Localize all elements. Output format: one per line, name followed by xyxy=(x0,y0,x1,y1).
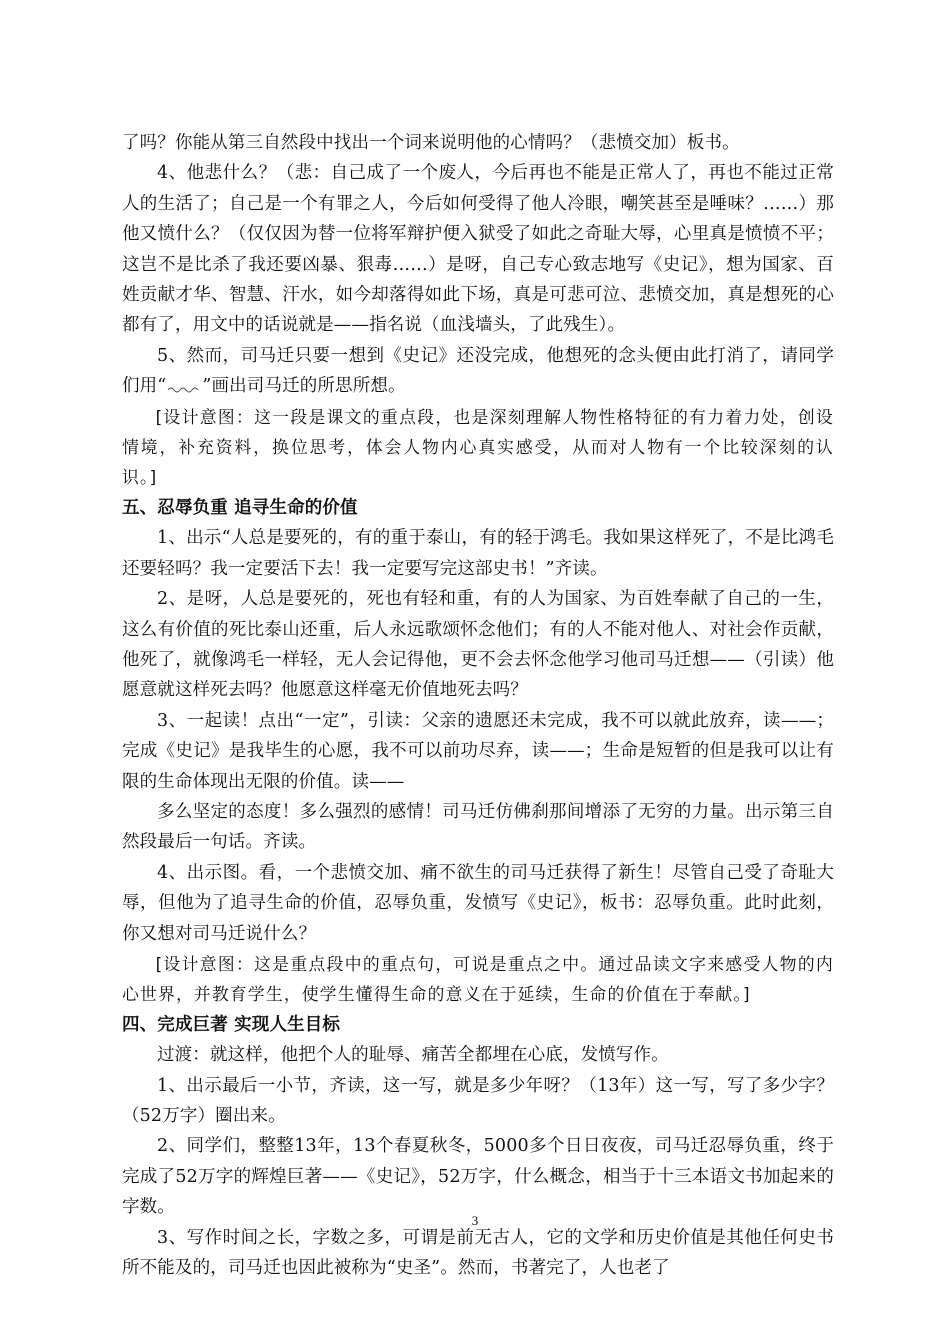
section-heading: 五、忍辱负重 追寻生命的价值 xyxy=(122,497,358,518)
paragraph: 1、出示最后一小节，齐读，这一写，就是多少年呀？（13年）这一写，写了多少字？（52万字）圈出来。 xyxy=(122,1075,834,1126)
page-number: 3 xyxy=(471,1213,479,1228)
document-body xyxy=(122,128,834,1283)
paragraph: 了吗？你能从第三自然段中找出一个词来说明他的心情吗？（悲愤交加）板书。 xyxy=(122,133,740,153)
section-heading: 四、完成巨著 实现人生目标 xyxy=(122,1014,341,1035)
paragraph-text: 5、然而，司马迁只要一想到《史记》还没完成，他想死的念头便由此打消了，请同学们用“ xyxy=(122,345,834,397)
paragraph: 多么坚定的态度！多么强烈的感情！司马迁仿佛刹那间增添了无穷的力量。出示第三自然段最后一句话。齐读。 xyxy=(122,801,834,853)
paragraph xyxy=(122,341,834,402)
paragraph: 2、是呀，人总是要死的，死也有轻和重，有的人为国家、为百姓奉献了自己的一生，这么有价值的死比泰山还重，后人永远歌颂怀念他们；有的人不能对他人、对社会作贡献，他死了，就像鸿毛一样轻，无人会记得他，更不会去怀念他学习他司马迁想——（引读）他愿意就这样死去吗？他愿意这样毫无价值地死去吗？ xyxy=(122,589,834,701)
paragraph: 3、一起读！点出“一定”，引读：父亲的遗愿还未完成，我不可以就此放弃，读——；完成《史记》是我毕生的心愿，我不可以前功尽弃，读——；生命是短暂的但是我可以让有限的生命体现出无限的价值。读—— xyxy=(122,710,834,792)
paragraph: 4、他悲什么？（悲：自己成了一个废人，今后再也不能是正常人了，再也不能过正常人的生活了；自己是一个有罪之人，今后如何受得了他人冷眼，嘲笑甚至是唾味？……）那他又愤什么？（仅仅因为替一位将军辩护便入狱受了如此之奇耻大辱，心里真是愤愤不平；这岂不是比杀了我还要凶暴、狠毒……）是呀，自己专心致志地写《史记》，想为国家、百姓贡献才华、智慧、汗水，如今却落得如此下场，真是可悲可泣、悲愤交加，真是想死的心都有了，用文中的话说就是——指名说（血浅墙头，了此残生）。 xyxy=(122,163,834,336)
design-note: [设计意图：这是重点段中的重点句，可说是重点之中。通过品读文字来感受人物的内心世界，并教育学生，使学生懂得生命的意义在于延续，生命的价值在于奉献。] xyxy=(122,953,834,1005)
paragraph: 3、写作时间之长，字数之多，可谓是前无古人，它的文学和历史价值是其他任何史书所不能及的，司马迁也因此被称为“史圣”。然而，书著完了，人也老了 xyxy=(122,1227,834,1279)
paragraph: 4、出示图。看，一个悲愤交加、痛不欲生的司马迁获得了新生！尽管自己受了奇耻大辱，但他为了追寻生命的价值，忍辱负重，发愤写《史记》，板书：忍辱负重。此时此刻，你又想对司马迁说什么？ xyxy=(122,862,834,944)
paragraph-text: ”画出司马迁的所思所想。 xyxy=(202,376,406,397)
design-note: [设计意图：这一段是课文的重点段，也是深刻理解人物性格特征的有力着力处，创设情境，补充资料，换位思考，体会人物内心真实感受，从而对人物有一个比较深刻的认识。] xyxy=(122,406,834,488)
paragraph: 2、同学们，整整13年，13个春夏秋冬，5000多个日日夜夜，司马迁忍辱负重，终于完成了52万字的辉煌巨著——《史记》，52万字，什么概念，相当于十三本语文书加起来的字数。 xyxy=(122,1136,834,1218)
wavy-underline-icon xyxy=(166,379,202,393)
paragraph: 过渡：就这样，他把个人的耻辱、痛苦全都埋在心底，发愤写作。 xyxy=(157,1045,669,1066)
paragraph: 1、出示“人总是要死的，有的重于泰山，有的轻于鸿毛。我如果这样死了，不是比鸿毛还要轻吗？我一定要活下去！我一定要写完这部史书！”齐读。 xyxy=(122,528,834,579)
